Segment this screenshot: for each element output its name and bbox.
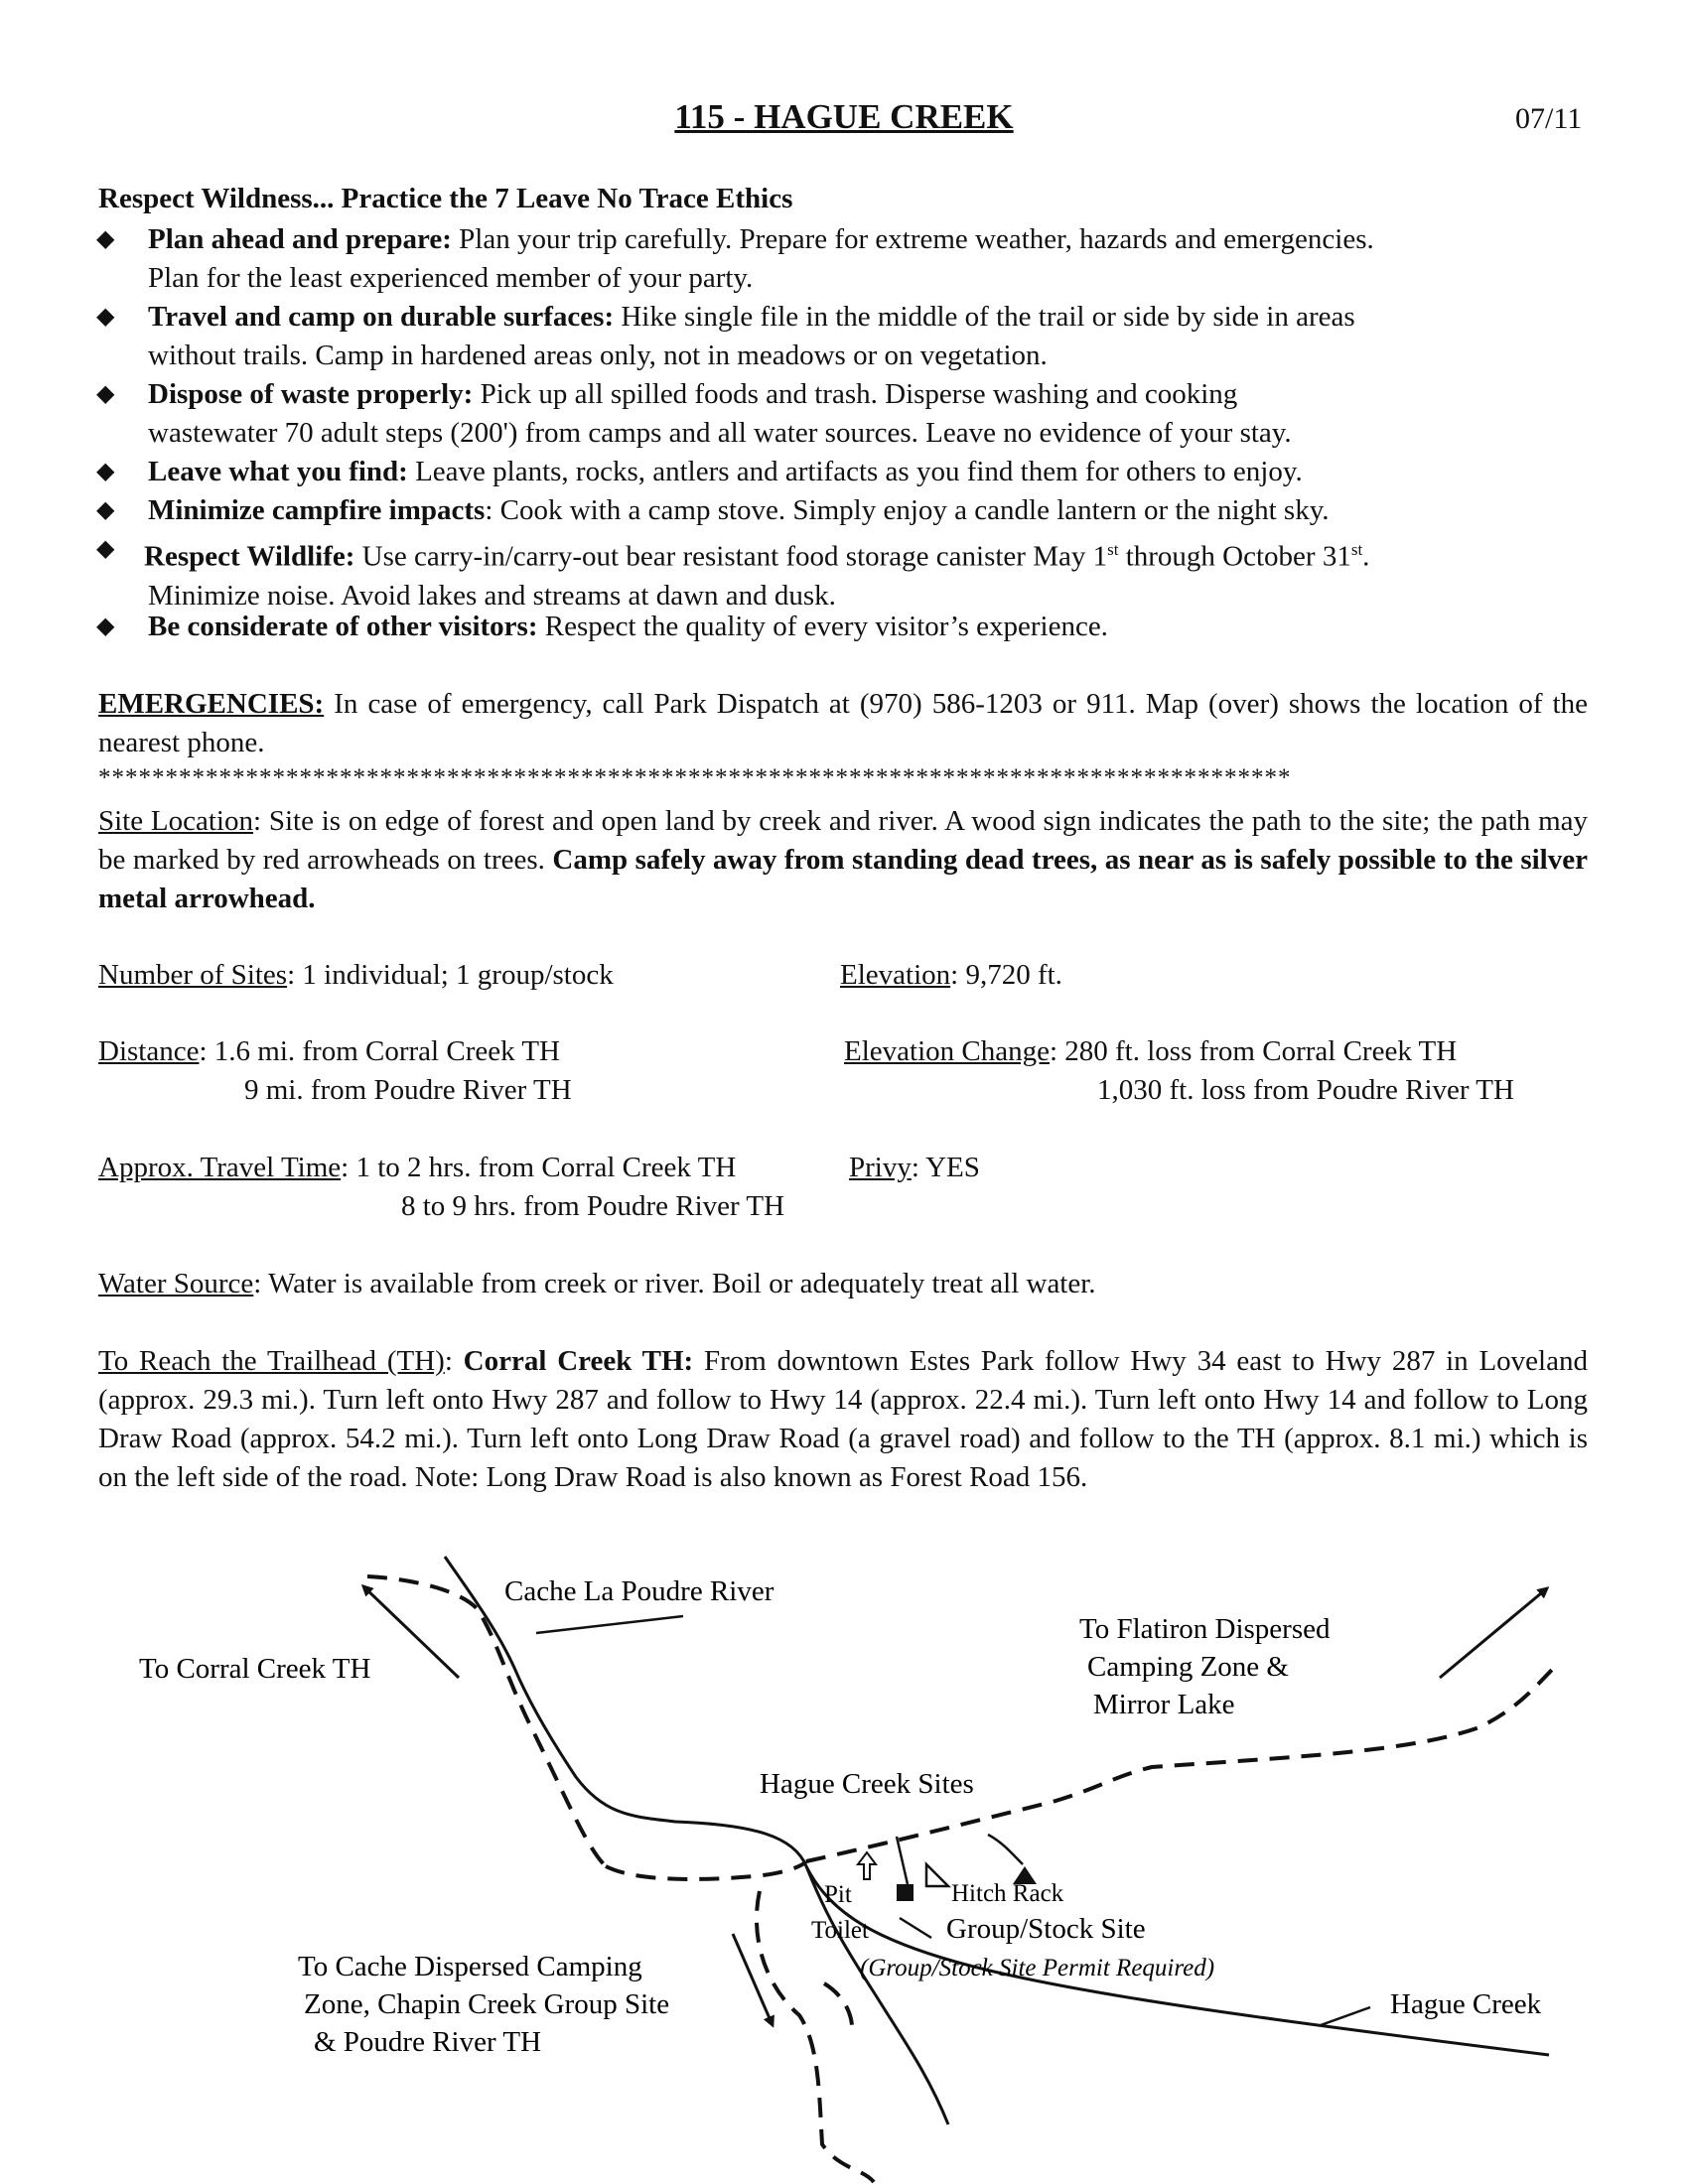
site-location-paragraph <box>98 802 1588 918</box>
creek-leader <box>1321 2007 1370 2025</box>
field-label: Approx. Travel Time <box>98 1152 342 1183</box>
emergencies-label: EMERGENCIES: <box>98 688 325 720</box>
field-value: : 1.6 mi. from Corral Creek TH <box>199 1035 560 1067</box>
group-site-leader <box>900 1918 931 1938</box>
trail-main <box>606 1861 806 1879</box>
lnt-item-text: . <box>1362 540 1370 573</box>
lnt-item-text: Leave plants, rocks, antlers and artifacts as you find them for others to enjoy. <box>407 456 1303 487</box>
lnt-item-label: Leave what you find: <box>148 456 408 487</box>
sites-label: Hague Creek Sites <box>760 1768 974 1800</box>
sites-leader-1 <box>897 1837 908 1884</box>
privy <box>849 1149 980 1187</box>
field-label: Distance <box>98 1035 200 1067</box>
diamond-bullet-icon: ◆ <box>96 497 115 523</box>
to-flatiron-label-2: Camping Zone & <box>1087 1651 1289 1683</box>
number-of-sites <box>98 956 614 995</box>
lnt-item-text: Hike single file in the middle of the trail or side by side in areas <box>614 301 1355 333</box>
trail-spur <box>824 1983 852 2035</box>
group-site-marker <box>897 1884 914 1901</box>
to-cache-label-1: To Cache Dispersed Camping <box>298 1951 642 1982</box>
field-value: : 1 individual; 1 group/stock <box>287 959 614 991</box>
sites-leader-2 <box>988 1835 1023 1864</box>
diamond-bullet-icon: ◆ <box>96 226 115 252</box>
creek-label: Hague Creek <box>1390 1988 1542 2020</box>
arrow-to-cache <box>733 1934 773 2025</box>
field-value: : Water is available from creek or river. Boil or adequately treat all water. <box>253 1268 1096 1299</box>
field-value: : 1 to 2 hrs. from Corral Creek TH <box>341 1152 737 1183</box>
diamond-bullet-icon: ◆ <box>96 381 115 407</box>
site-location-warning: Camp safely away from standing dead trees, as near as is safely possible to the silver metal arrowhead. <box>98 844 1588 914</box>
superscript: st <box>1107 540 1119 559</box>
lnt-item-text-line2: Plan for the least experienced member of your party. <box>148 262 754 294</box>
site-map <box>0 1529 1688 2184</box>
campsite-tent-icon <box>926 1864 948 1886</box>
permit-note: (Group/Stock Site Permit Required) <box>860 1955 1215 1981</box>
water-source <box>98 1265 1096 1303</box>
field-value: : YES <box>911 1152 980 1183</box>
trailhead-name: Corral Creek TH: <box>463 1345 694 1377</box>
elevation-change <box>844 1032 1457 1071</box>
page-title: 115 - HAGUE CREEK <box>674 97 1014 136</box>
field-value: : 280 ft. loss from Corral Creek TH <box>1049 1035 1458 1067</box>
hitch-rack-label: Hitch Rack <box>951 1880 1064 1907</box>
trailhead-label: To Reach the Trailhead (TH) <box>98 1345 445 1377</box>
trailhead-directions <box>98 1342 1588 1497</box>
river-label: Cache La Poudre River <box>504 1575 774 1607</box>
to-flatiron-label-3: Mirror Lake <box>1093 1689 1235 1720</box>
emergencies-paragraph <box>98 685 1588 762</box>
field-label: Water Source <box>98 1268 254 1299</box>
group-site-label: Group/Stock Site <box>946 1913 1146 1945</box>
to-corral-label: To Corral Creek TH <box>139 1653 371 1685</box>
lnt-item-text-line2: without trails. Camp in hardened areas only, not in meadows or on vegetation. <box>148 340 1048 371</box>
toilet-label: Toilet <box>811 1917 869 1944</box>
field-label: Number of Sites <box>98 959 288 991</box>
superscript: st <box>1350 540 1363 559</box>
separator-line: ***************************************************************************************** <box>98 764 1292 791</box>
elevation <box>840 956 1062 995</box>
diamond-bullet-icon: ◆ <box>96 614 115 639</box>
to-flatiron-label-1: To Flatiron Dispersed <box>1079 1613 1331 1645</box>
to-cache-label-2: Zone, Chapin Creek Group Site <box>304 1988 670 2020</box>
lnt-item-text: Use carry-in/carry-out bear resistant food storage canister May 1 <box>354 540 1108 573</box>
elevation-change-line2: 1,030 ft. loss from Poudre River TH <box>1097 1074 1514 1106</box>
river-leader <box>536 1616 683 1633</box>
lnt-item-text: Pick up all spilled foods and trash. Disperse washing and cooking <box>473 378 1238 410</box>
field-label: Elevation <box>840 959 951 991</box>
diamond-bullet-icon: ◆ <box>96 304 115 330</box>
arrow-to-corral <box>363 1586 459 1678</box>
lnt-item-label: Plan ahead and prepare: <box>148 223 452 255</box>
site-location-text: : Site is on edge of forest and open land by creek and river. A wood sign indicates the path to the site; the path may be marked by red arrowheads on trees. <box>98 805 1588 876</box>
lnt-item-label: Be considerate of other visitors: <box>148 611 538 642</box>
lnt-item-text-line2: Minimize noise. Avoid lakes and streams at dawn and dusk. <box>148 579 836 612</box>
trailhead-colon: : <box>444 1345 464 1377</box>
field-label: Elevation Change <box>844 1035 1050 1067</box>
lnt-heading: Respect Wildness... Practice the 7 Leave No Trace Ethics <box>98 183 793 214</box>
distance <box>98 1032 560 1071</box>
lnt-item-text: Respect the quality of every visitor’s experience. <box>537 611 1108 642</box>
travel-time-line2: 8 to 9 hrs. from Poudre River TH <box>401 1190 785 1222</box>
lnt-item-label: Respect Wildlife: <box>144 540 355 573</box>
field-label: Privy <box>849 1152 912 1183</box>
distance-line2: 9 mi. from Poudre River TH <box>244 1074 572 1106</box>
pit-toilet-icon <box>858 1852 876 1879</box>
lnt-item-label: Dispose of waste properly: <box>148 378 474 410</box>
pit-label: Pit <box>824 1881 852 1908</box>
lnt-item-text: through October 31 <box>1118 540 1351 573</box>
emergencies-text: In case of emergency, call Park Dispatch at (970) 586-1203 or 911. Map (over) shows the location of the nearest phone. <box>98 688 1588 758</box>
lnt-item-label: Travel and camp on durable surfaces: <box>148 301 615 333</box>
travel-time <box>98 1149 736 1187</box>
site-location-label: Site Location <box>98 805 253 837</box>
diamond-bullet-icon: ◆ <box>96 459 115 484</box>
diamond-bullet-icon: ◆ <box>96 536 115 562</box>
field-value: : 9,720 ft. <box>950 959 1062 991</box>
lnt-item-text: : Cook with a camp stove. Simply enjoy a candle lantern or the night sky. <box>485 494 1330 526</box>
revision-date: 07/11 <box>1515 102 1583 135</box>
lnt-item-label: Minimize campfire impacts <box>148 494 486 526</box>
lnt-item-text-line2: wastewater 70 adult steps (200') from camps and all water sources. Leave no evidence of your stay. <box>148 417 1292 449</box>
trailhead-text: From downtown Estes Park follow Hwy 34 east to Hwy 287 in Loveland (approx. 29.3 mi.). Turn left onto Hwy 287 and follow to Hwy 14 (approx. 22.4 mi.). Turn left onto Hwy 14 and follow to Long Draw Road (approx. 54.2 mi.). Turn left onto Long Draw Road (a gravel road) and follow to the TH (approx. 8.1 mi.) which is on the left side of the road. Note: Long Draw Road is also known as Forest Road 156. <box>98 1345 1588 1493</box>
to-cache-label-3: & Poudre River TH <box>314 2026 542 2058</box>
lnt-item-text: Plan your trip carefully. Prepare for extreme weather, hazards and emergencies. <box>451 223 1374 255</box>
arrow-to-flatiron <box>1440 1588 1547 1678</box>
